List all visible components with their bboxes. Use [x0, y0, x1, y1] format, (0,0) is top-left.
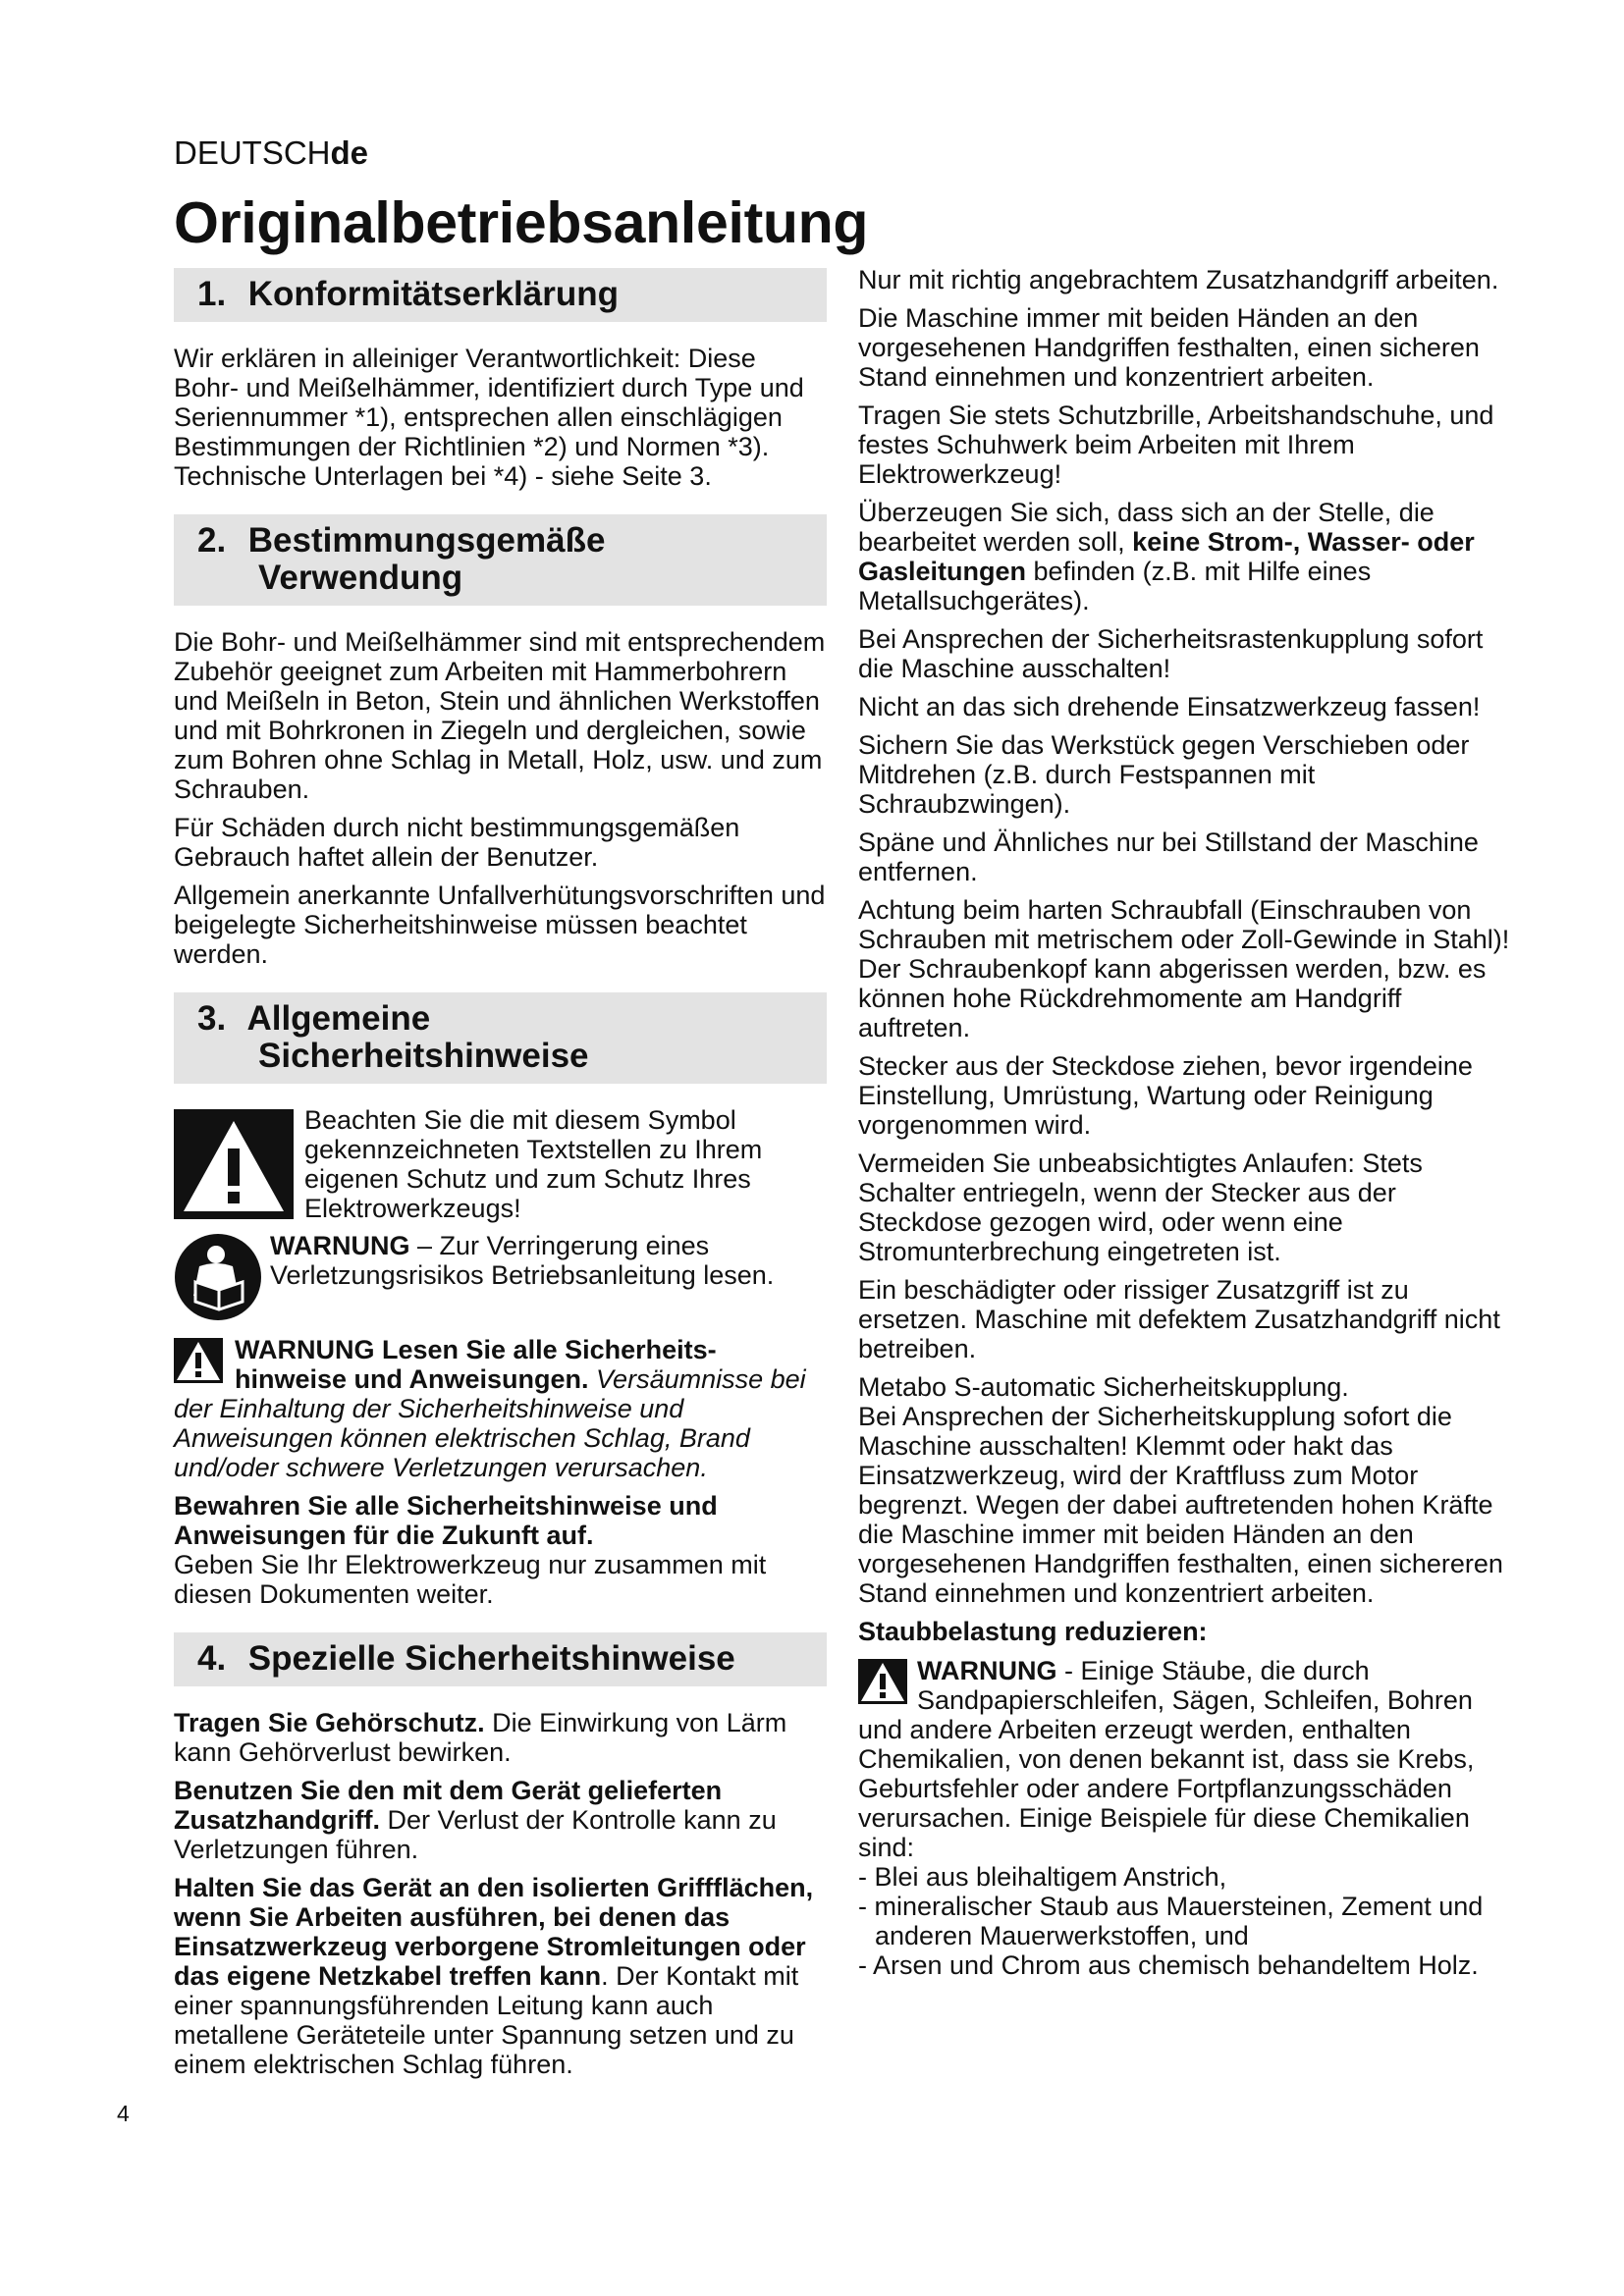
intended-use-text: Die Bohr- und Meißelhämmer sind mit entsprechendem Zubehör geeignet zum Arbeiten mit Hammerbohrern und Meißeln in Beton, Stein und ähnlichen Werkstoffen und mit Bohrkronen in Ziegeln und dergleichen, sowie zum Bohren ohne Schlag in Metall, Holz, usw. und zum Schrauben. [174, 627, 826, 804]
document-title: Originalbetriebsanleitung [174, 190, 869, 255]
section-heading-2: 2. Bestimmungsgemäße Verwendung [174, 514, 827, 606]
safety-paragraph: Ein beschädigter oder rissiger Zusatzgriff ist zu ersetzen. Maschine mit defektem Zusatzhandgriff nicht betreiben. [858, 1275, 1500, 1363]
list-item: - Blei aus bleihaltigem Anstrich, [858, 1862, 1227, 1892]
safety-paragraph: Bei Ansprechen der Sicherheitsrastenkupplung sofort die Maschine ausschalten! [858, 624, 1484, 683]
symbol-notice [174, 1105, 827, 1223]
list-item: - mineralischer Staub aus Mauersteinen, Zement und anderen Mauerwerkstoffen, und [858, 1892, 1484, 1950]
safety-paragraph: Überzeugen Sie sich, dass sich an der Stelle, die bearbeitet werden soll, keine Strom-, Wasser- oder Gasleitungen befinden (z.B. mit Hilfe eines Metallsuchgerätes). [858, 498, 1475, 615]
safety-paragraph: Tragen Sie stets Schutzbrille, Arbeitshandschuhe, und festes Schuhwerk beim Arbeiten mit Ihrem Elektrowerkzeug! [858, 400, 1494, 489]
warning-triangle-icon [174, 1109, 294, 1219]
read-warnings-text: WARNUNG Lesen Sie alle Sicherheits-hinweise und Anweisungen. Versäumnisse bei der Einhaltung der Sicherheitshinweise und Anweisungen können elektrischen Schlag, Brand und/oder schwere Verletzungen verursachen. [174, 1335, 806, 1482]
accident-prevention-text: Allgemein anerkannte Unfallverhütungsvorschriften und beigelegte Sicherheitshinweise müssen beachtet werden. [174, 881, 826, 969]
safety-paragraph: Stecker aus der Steckdose ziehen, bevor irgendeine Einstellung, Umrüstung, Wartung oder Reinigung vorgenommen wird. [858, 1051, 1473, 1140]
insulated-grip-text: Halten Sie das Gerät an den isolierten Griffflächen, wenn Sie Arbeiten ausführen, bei denen das Einsatzwerkzeug verborgene Stromleitungen oder das eigene Netzkabel treffen kann. Der Kontakt mit einer spannungsführenden Leitung kann auch metallene Geräteteile unter Spannung setzen und zu einem elektrischen Schlag führen. [174, 1873, 814, 2079]
list-item: - Arsen und Chrom aus chemisch behandeltem Holz. [858, 1950, 1479, 1980]
language-code: de [330, 134, 369, 171]
section-heading-4: 4. Spezielle Sicherheitshinweise [174, 1632, 827, 1686]
dust-warning [858, 1656, 1516, 1980]
language-label: DEUTSCHde [174, 134, 369, 171]
section-heading-3: 3. Allgemeine Sicherheitshinweise [174, 992, 827, 1084]
read-warnings-notice [174, 1335, 827, 1482]
read-manual-notice [174, 1231, 827, 1321]
safety-paragraph: Die Maschine immer mit beiden Händen an den vorgesehenen Handgriffen festhalten, einen sicheren Stand einnehmen und konzentriert arbeiten. [858, 303, 1480, 392]
page-number: 4 [117, 2101, 130, 2126]
dust-examples-list [858, 1862, 1516, 1980]
auxiliary-handle-text: Benutzen Sie den mit dem Gerät gelieferten Zusatzhandgriff. Der Verlust der Kontrolle kann zu Verletzungen führen. [174, 1776, 777, 1864]
right-column [858, 265, 1516, 1980]
safety-clutch-paragraph: Metabo S-automatic Sicherheitskupplung. Bei Ansprechen der Sicherheitskupplung sofort die Maschine ausschalten! Klemmt oder hakt das Einsatzwerkzeug, wird der Kraftfluss zum Motor begrenzt. Wegen der dabei auftretenden hohen Kräfte die Maschine immer mit beiden Händen an den vorgesehenen Handgriffen festhalten, einen sichereren Stand einnehmen und konzentriert arbeiten. [858, 1372, 1503, 1608]
safety-paragraph: Späne und Ähnliches nur bei Stillstand der Maschine entfernen. [858, 828, 1479, 886]
read-manual-text: WARNUNG – Zur Verringerung eines Verletzungsrisikos Betriebsanleitung lesen. [270, 1231, 775, 1290]
warning-small-icon [858, 1659, 907, 1704]
hearing-protection-text: Tragen Sie Gehörschutz. Die Einwirkung von Lärm kann Gehörverlust bewirken. [174, 1708, 787, 1767]
keep-instructions-text: Bewahren Sie alle Sicherheitshinweise und Anweisungen für die Zukunft auf. Geben Sie Ihr Elektrowerkzeug nur zusammen mit diesen Dokumenten weiter. [174, 1491, 767, 1609]
safety-paragraph: Sichern Sie das Werkstück gegen Verschieben oder Mitdrehen (z.B. durch Festspannen mit Schraubzwingen). [858, 730, 1470, 819]
read-manual-icon [174, 1233, 262, 1321]
section-heading-1: 1. Konformitätserklärung [174, 268, 827, 322]
safety-paragraph: Nur mit richtig angebrachtem Zusatzhandgriff arbeiten. [858, 265, 1499, 294]
symbol-notice-text: Beachten Sie die mit diesem Symbol gekennzeichneten Textstellen zu Ihrem eigenen Schutz und zum Schutz Ihres Elektrowerkzeugs! [304, 1105, 763, 1223]
safety-paragraph: Nicht an das sich drehende Einsatzwerkzeug fassen! [858, 692, 1481, 721]
liability-text: Für Schäden durch nicht bestimmungsgemäßen Gebrauch haftet allein der Benutzer. [174, 813, 740, 872]
safety-paragraph: Achtung beim harten Schraubfall (Einschrauben von Schrauben mit metrischem oder Zoll-Gewinde in Stahl)! Der Schraubenkopf kann abgerissen werden, bzw. es können hohe Rückdrehmomente am Handgriff auftreten. [858, 895, 1510, 1042]
safety-paragraph: Vermeiden Sie unbeabsichtigtes Anlaufen: Stets Schalter entriegeln, wenn der Stecker aus der Steckdose gezogen wird, oder wenn eine Stromunterbrechung eingetreten ist. [858, 1148, 1423, 1266]
dust-warning-text: WARNUNG - Einige Stäube, die durch Sandpapierschleifen, Sägen, Schleifen, Bohren und andere Arbeiten erzeugt werden, enthalten Chemikalien, von denen bekannt ist, dass sie Krebs, Geburtsfehler oder andere Fortpflanzungsschäden verursachen. Einige Beispiele für diese Chemikalien sind: [858, 1656, 1475, 1862]
left-column [174, 265, 827, 2088]
conformity-text: Wir erklären in alleiniger Verantwortlichkeit: Diese Bohr- und Meißelhämmer, identifiziert durch Type und Seriennummer *1), entsprechen allen einschlägigen Bestimmungen der Richtlinien *2) und Normen *3). Technische Unterlagen bei *4) - siehe Seite 3. [174, 344, 804, 491]
dust-heading: Staubbelastung reduzieren: [858, 1617, 1208, 1646]
warning-small-icon [174, 1338, 223, 1383]
